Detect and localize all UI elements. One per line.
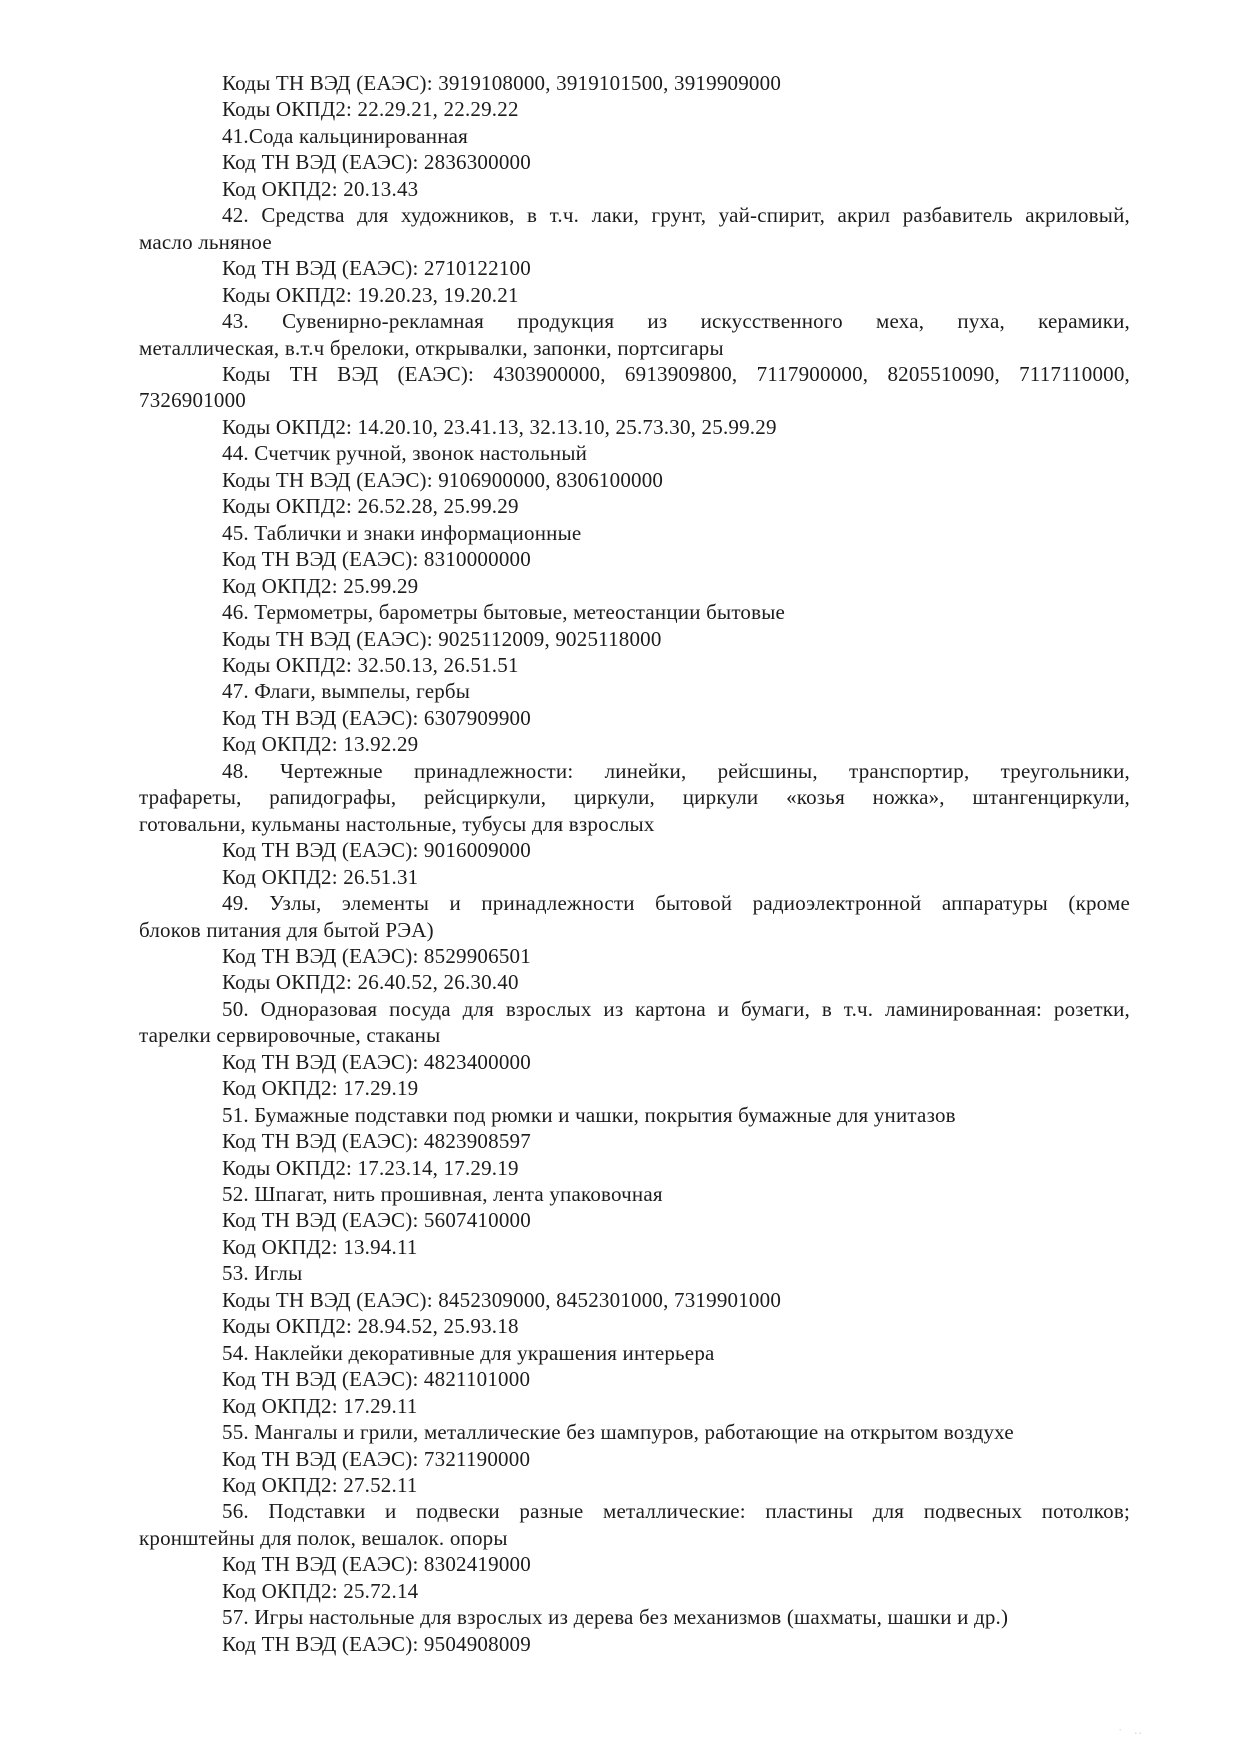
text-line: Код ОКПД2: 26.51.31	[222, 864, 419, 889]
text-line: Коды ОКПД2: 26.52.28, 25.99.29	[222, 494, 519, 519]
text-line: Код ТН ВЭД (ЕАЭС): 4821101000	[222, 1367, 531, 1392]
text-line: Коды ОКПД2: 19.20.23, 19.20.21	[222, 282, 519, 307]
text-line: блоков питания для бытой РЭА)	[139, 917, 434, 942]
text-line: Код ОКПД2: 13.94.11	[222, 1234, 418, 1259]
text-line: Код ТН ВЭД (ЕАЭС): 8529906501	[222, 943, 531, 968]
text-line: Код ОКПД2: 25.72.14	[222, 1578, 419, 1603]
text-line: Код ТН ВЭД (ЕАЭС): 2710122100	[222, 256, 531, 281]
text-line: готовальни, кульманы настольные, тубусы для взрослых	[139, 811, 655, 836]
text-line: 43. Сувенирно-рекламная продукция из искусственного меха, пуха, керамики,	[222, 309, 1130, 334]
text-line: 54. Наклейки декоративные для украшения интерьера	[222, 1340, 715, 1365]
text-line: Коды ТН ВЭД (ЕАЭС): 4303900000, 6913909800, 7117900000, 8205510090, 7117110000,	[222, 361, 1130, 386]
text-line: металлическая, в.т.ч брелоки, открывалки, запонки, портсигары	[139, 335, 724, 360]
text-line: Код ОКПД2: 27.52.11	[222, 1473, 418, 1498]
text-line: 7326901000	[139, 388, 246, 413]
text-line: Код ОКПД2: 25.99.29	[222, 573, 419, 598]
text-line: 48. Чертежные принадлежности: линейки, рейсшины, транспортир, треугольники,	[222, 758, 1130, 783]
text-line: 53. Иглы	[222, 1261, 303, 1286]
text-line: Код ОКПД2: 20.13.43	[222, 176, 419, 201]
text-line: Коды ОКПД2: 22.29.21, 22.29.22	[222, 97, 519, 122]
text-line: 55. Мангалы и грили, металлические без шампуров, работающие на открытом воздухе	[222, 1420, 1014, 1445]
text-line: Коды ОКПД2: 17.23.14, 17.29.19	[222, 1155, 519, 1180]
text-line: Код ТН ВЭД (ЕАЭС): 6307909900	[222, 705, 531, 730]
text-line: Код ОКПД2: 13.92.29	[222, 732, 419, 757]
text-line: Код ТН ВЭД (ЕАЭС): 7321190000	[222, 1446, 531, 1471]
text-line: 57. Игры настольные для взрослых из дерева без механизмов (шахматы, шашки и др.)	[222, 1605, 1009, 1630]
text-line: 45. Таблички и знаки информационные	[222, 520, 582, 545]
scan-artifact: · ‥	[1118, 1722, 1147, 1736]
text-line: Коды ОКПД2: 14.20.10, 23.41.13, 32.13.10, 25.73.30, 25.99.29	[222, 414, 777, 439]
text-line: 52. Шпагат, нить прошивная, лента упаковочная	[222, 1182, 663, 1207]
text-line: 56. Подставки и подвески разные металлические: пластины для подвесных потолков;	[222, 1499, 1130, 1524]
text-line: Коды ТН ВЭД (ЕАЭС): 8452309000, 8452301000, 7319901000	[222, 1287, 782, 1312]
text-line: кронштейны для полок, вешалок. опоры	[139, 1525, 508, 1550]
text-line: Код ТН ВЭД (ЕАЭС): 9504908009	[222, 1631, 531, 1656]
text-line: Код ТН ВЭД (ЕАЭС): 4823908597	[222, 1129, 531, 1154]
text-line: Код ТН ВЭД (ЕАЭС): 8302419000	[222, 1552, 531, 1577]
text-line: 50. Одноразовая посуда для взрослых из картона и бумаги, в т.ч. ламинированная: розетки,	[222, 996, 1130, 1021]
text-line: Коды ТН ВЭД (ЕАЭС): 9025112009, 9025118000	[222, 626, 662, 651]
text-line: Коды ТН ВЭД (ЕАЭС): 3919108000, 3919101500, 3919909000	[222, 71, 782, 95]
text-line: 49. Узлы, элементы и принадлежности бытовой радиоэлектронной аппаратуры (кроме	[222, 891, 1130, 916]
text-line: трафареты, рапидографы, рейсциркули, циркули, циркули «козья ножка», штангенциркули,	[139, 785, 1130, 810]
text-line: Коды ОКПД2: 32.50.13, 26.51.51	[222, 652, 519, 677]
text-line: Коды ОКПД2: 26.40.52, 26.30.40	[222, 970, 519, 995]
text-line: Код ОКПД2: 17.29.19	[222, 1076, 419, 1101]
text-line: 47. Флаги, вымпелы, гербы	[222, 679, 471, 704]
document-text-block	[139, 70, 1130, 1657]
text-line: 44. Счетчик ручной, звонок настольный	[222, 441, 588, 466]
text-line: 46. Термометры, барометры бытовые, метеостанции бытовые	[222, 600, 786, 625]
text-line: 42. Средства для художников, в т.ч. лаки, грунт, уай-спирит, акрил разбавитель акриловый,	[222, 203, 1130, 228]
text-line: 41.Сода кальцинированная	[222, 123, 469, 148]
text-line: Код ОКПД2: 17.29.11	[222, 1393, 418, 1418]
text-line: Код ТН ВЭД (ЕАЭС): 2836300000	[222, 150, 531, 175]
text-line: Код ТН ВЭД (ЕАЭС): 8310000000	[222, 547, 531, 572]
text-line: масло льняное	[139, 229, 272, 254]
text-line: Код ТН ВЭД (ЕАЭС): 4823400000	[222, 1049, 531, 1074]
text-line: Коды ОКПД2: 28.94.52, 25.93.18	[222, 1314, 519, 1339]
text-line: Код ТН ВЭД (ЕАЭС): 5607410000	[222, 1208, 531, 1233]
text-line: 51. Бумажные подставки под рюмки и чашки, покрытия бумажные для унитазов	[222, 1102, 956, 1127]
text-line: тарелки сервировочные, стаканы	[139, 1023, 441, 1048]
text-line: Код ТН ВЭД (ЕАЭС): 9016009000	[222, 838, 531, 863]
text-line: Коды ТН ВЭД (ЕАЭС): 9106900000, 8306100000	[222, 467, 664, 492]
